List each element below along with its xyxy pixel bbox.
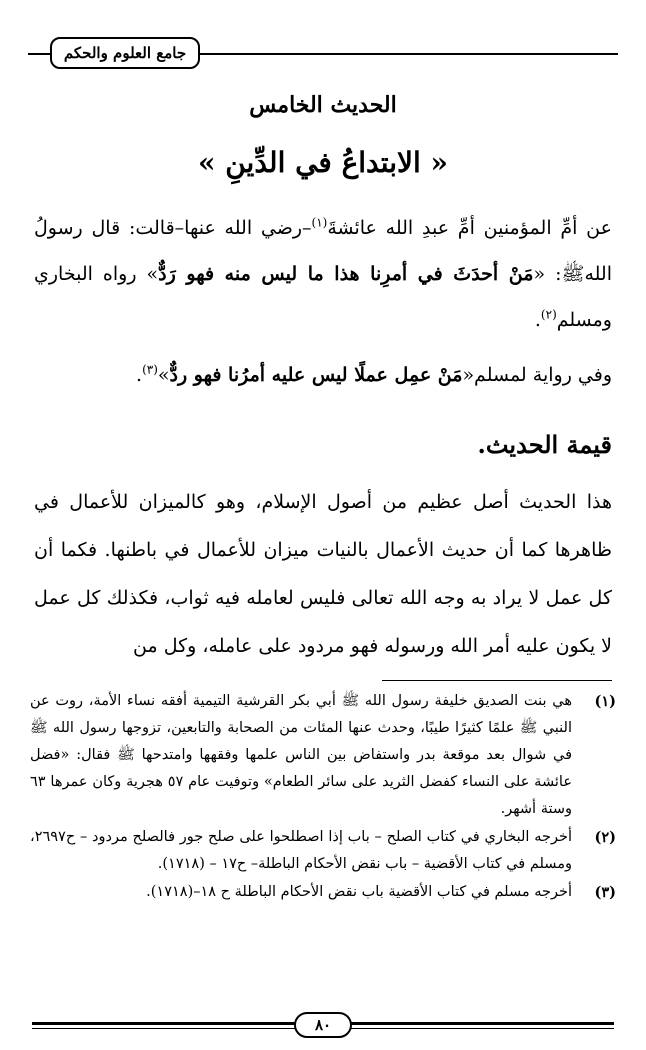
footnote-3 xyxy=(30,879,616,906)
hadith-heading: الحديث الخامس xyxy=(249,92,397,118)
section-heading-text: قيمة الحديث xyxy=(485,430,612,459)
footnote-number: (٢) xyxy=(594,829,616,846)
footnote-number: (٣) xyxy=(594,884,616,901)
footnote-ref-2[interactable]: (٢) xyxy=(540,307,557,322)
section-heading xyxy=(478,430,613,459)
footnote-2 xyxy=(30,824,616,878)
footnote-text: أخرجه مسلم في كتاب الأقضية باب نقض الأحكام الباطلة ح ١٨–(١٧١٨). xyxy=(146,884,572,900)
footnote-text: هي بنت الصديق خليفة رسول الله ﷺ أبي بكر القرشية التيمية أفقه نساء الأمة، روت عن النبي ﷺ علمًا كثيرًا طيبًا، وحدث عنها المئات من الصحابة والتابعين، تزوجها رسول الله ﷺ في شوال بعد موقعة بدر واستفاض بين الناس علمها وفقهها وامتدحها ﷺ فقال: «فضل عائشة على النساء كفضل الثريد على سائر الطعام» وتوفيت عام ٥٧ هجرية وكان عمرها ٦٣ وستة أشهر. xyxy=(30,693,572,817)
footnotes xyxy=(30,688,616,907)
footnote-ref-3[interactable]: (٣) xyxy=(142,362,158,377)
footnote-ref-1[interactable]: (١) xyxy=(311,215,328,230)
footnote-text: أخرجه البخاري في كتاب الصلح – باب إذا اصطلحوا على صلح جور فالصلح مردود – ح٢٦٩٧، ومسلم في كتاب الأقضية – باب نقض الأحكام الباطلة– ح١٧ – (١٧١٨). xyxy=(30,829,572,872)
footnote-number: (١) xyxy=(594,693,616,710)
footnote-separator xyxy=(382,680,612,681)
muslim-narration xyxy=(34,352,612,398)
narration-intro-2: وفي رواية لمسلم« xyxy=(462,364,612,386)
quote-close: » xyxy=(157,364,170,386)
running-header xyxy=(50,37,200,69)
hadith-quote-2: مَنْ عمِل عملًا ليس عليه أمرُنا فهو ردٌّ xyxy=(169,364,463,386)
narration-source: » رواه البخاري ومسلم xyxy=(34,263,612,331)
hadith-quote: مَنْ أحدَثَ في أمرِنا هذا ما ليس منه فهو رَدٌّ xyxy=(158,263,534,285)
hadith-title: « الابتداعُ في الدِّينِ » xyxy=(197,146,448,179)
book-title: جامع العلوم والحكم xyxy=(63,44,187,62)
section-body: هذا الحديث أصل عظيم من أصول الإسلام، وهو كالميزان للأعمال في ظاهرها كما أن حديث الأعمال بالنيات ميزان للأعمال في باطنها. فكما أن كل عمل لا يراد به وجه الله تعالى فليس لعامله فيه ثواب، فكذلك كل عمل لا يكون عليه أمر الله ورسوله فهو مردود على عامله، وكل من xyxy=(34,491,612,657)
page-number: ٨٠ xyxy=(294,1012,352,1038)
hadith-text xyxy=(34,205,612,343)
narration-intro: –رضي الله عنها–قالت: قال رسولُ اللهﷺ: « xyxy=(34,217,612,285)
punctuation-2: . xyxy=(136,364,143,386)
punctuation: . xyxy=(534,309,541,331)
section-heading-dot: . xyxy=(477,430,486,459)
narrator-text: عن أمِّ المؤمنين أمِّ عبدِ الله عائشةَ xyxy=(327,217,612,239)
footnote-1 xyxy=(30,688,616,823)
